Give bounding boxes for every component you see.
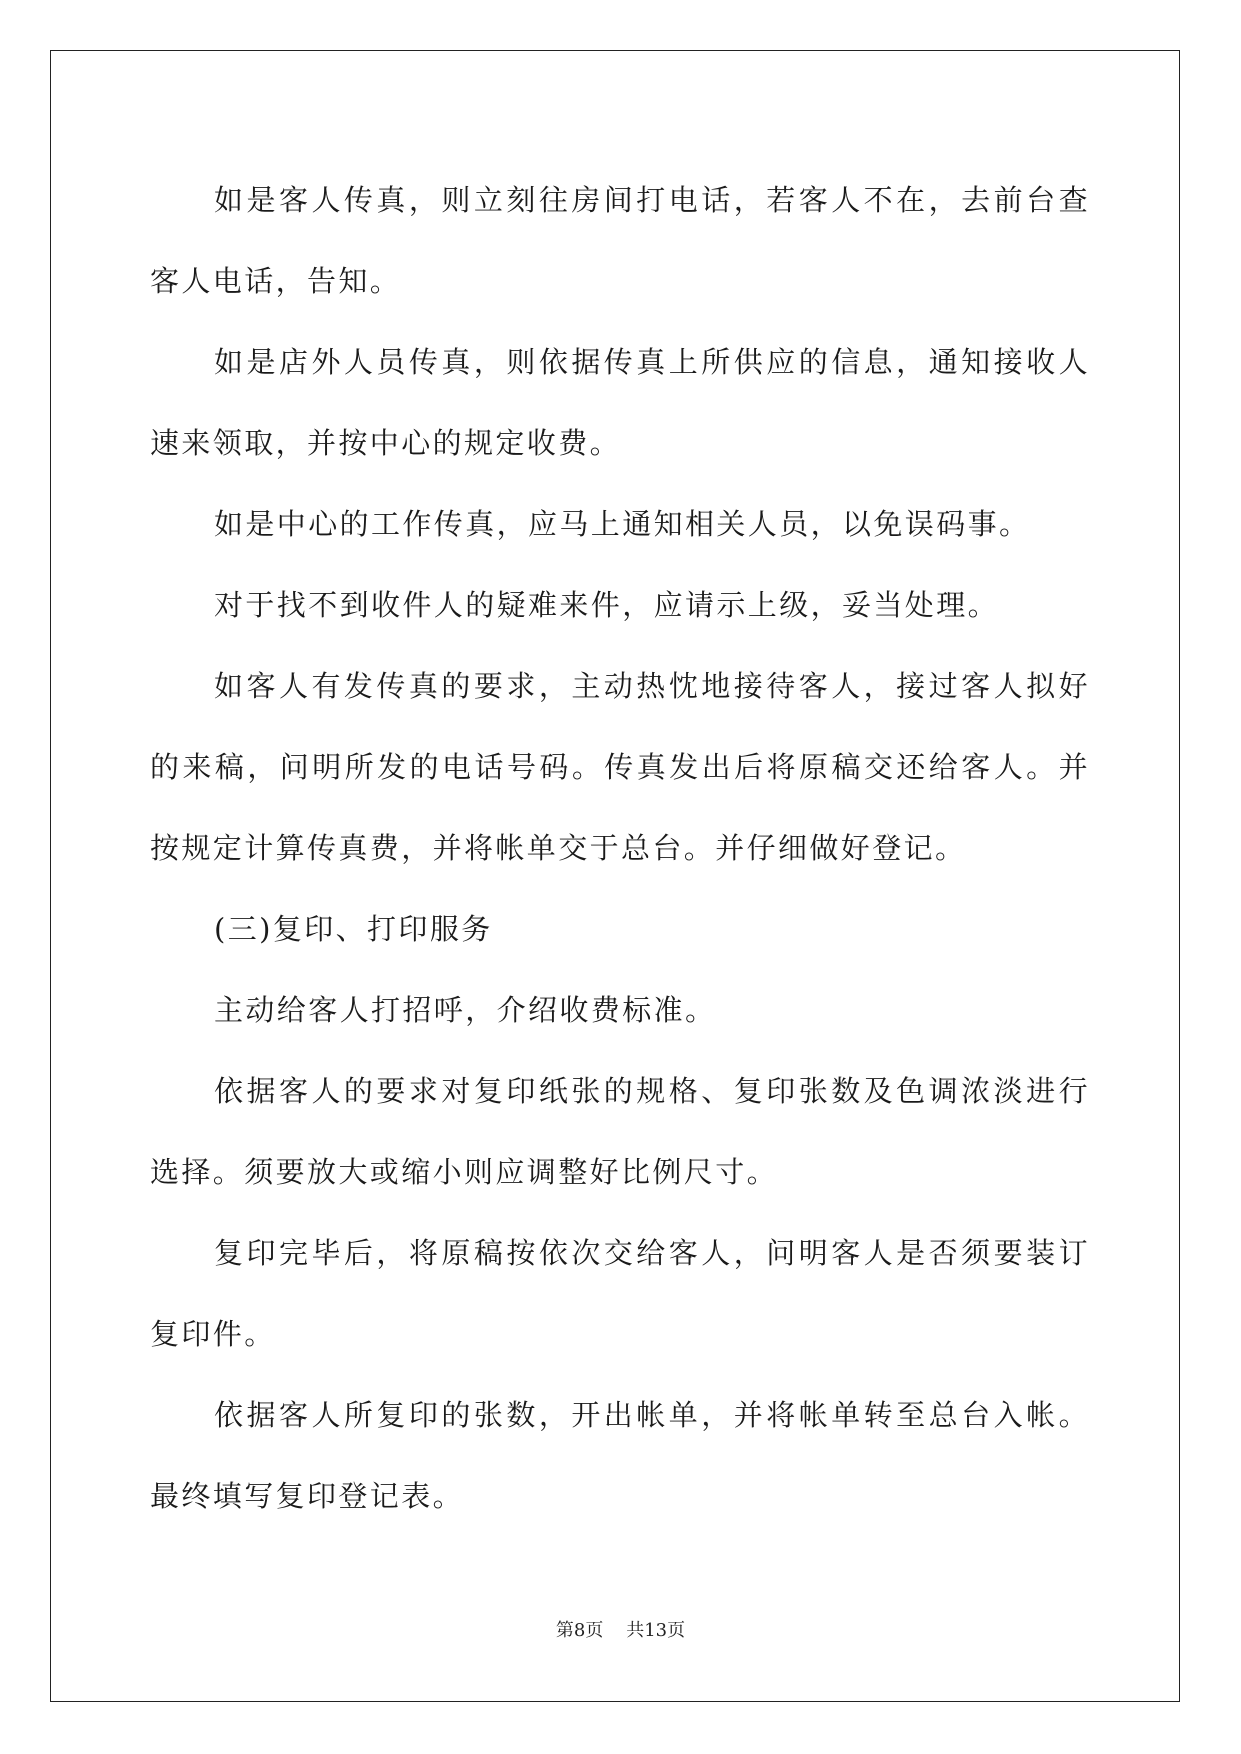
paragraph: 复印完毕后，将原稿按依次交给客人，问明客人是否须要装订复印件。 <box>150 1236 1090 1351</box>
paragraph: 依据客人所复印的张数，开出帐单，并将帐单转至总台入帐。最终填写复印登记表。 <box>150 1398 1090 1513</box>
paragraph: 如是店外人员传真，则依据传真上所供应的信息，通知接收人速来领取，并按中心的规定收费。 <box>150 345 1090 460</box>
document-body <box>150 160 1090 1537</box>
section-heading: (三)复印、打印服务 <box>214 912 493 946</box>
paragraph: 对于找不到收件人的疑难来件，应请示上级，妥当处理。 <box>214 588 1000 622</box>
paragraph: 主动给客人打招呼，介绍收费标准。 <box>214 993 717 1027</box>
paragraph: 如客人有发传真的要求，主动热忱地接待客人，接过客人拟好的来稿，问明所发的电话号码。传真发出后将原稿交还给客人。并按规定计算传真费，并将帐单交于总台。并仔细做好登记。 <box>150 669 1090 865</box>
page-total: 共13页 <box>626 1620 686 1641</box>
page-footer <box>0 1616 1241 1642</box>
paragraph: 依据客人的要求对复印纸张的规格、复印张数及色调浓淡进行选择。须要放大或缩小则应调整好比例尺寸。 <box>150 1074 1090 1189</box>
page-number: 第8页 <box>555 1620 604 1641</box>
paragraph: 如是客人传真，则立刻往房间打电话，若客人不在，去前台查客人电话，告知。 <box>150 183 1090 298</box>
paragraph: 如是中心的工作传真，应马上通知相关人员，以免误码事。 <box>214 507 1031 541</box>
